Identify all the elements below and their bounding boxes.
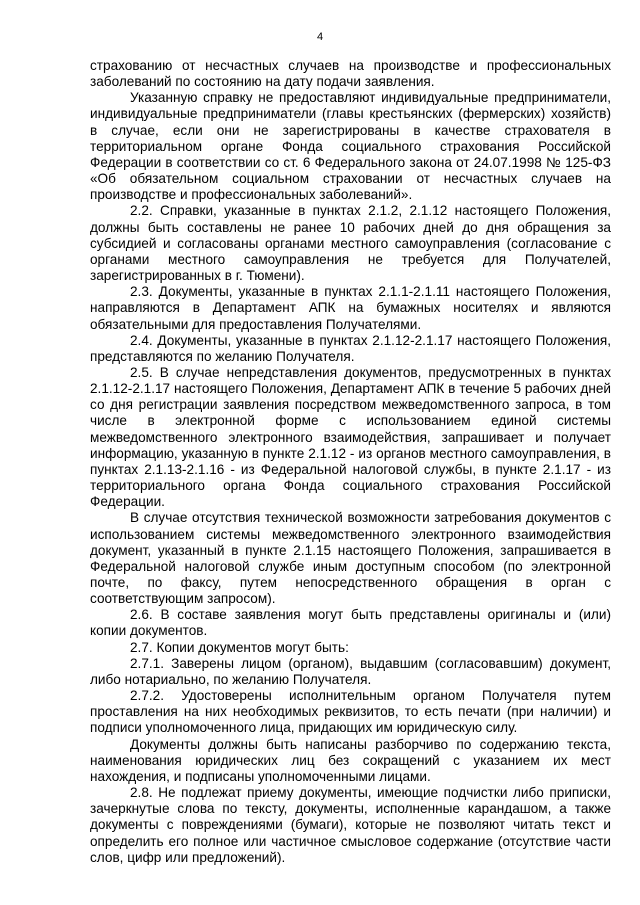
paragraph-2-5: 2.5. В случае непредставления документов, предусмотренных в пунктах 2.1.12-2.1.17 настоящего Положения, Департамент АПК в течение 5 рабочих дней со дня регистрации заявления посредством межведомственного запроса, в том числе в электронной форме с использованием единой системы межведомственного электронного взаимодействия, запрашивает и получает информацию, указанную в пункте 2.1.12 - из органов местного самоуправления, в пунктах 2.1.13-2.1.16 - из Федеральной налоговой службы, в пункте 2.1.17 - из территориального органа Фонда социального страхования Российской Федерации. (90, 364, 611, 510)
paragraph-2-7-2: 2.7.2. Удостоверены исполнительным органом Получателя путем проставления на них необходимых реквизитов, то есть печати (при наличии) и подписи уполномоченного лица, придающих им юридическую силу. (90, 688, 611, 736)
paragraph-2-8: 2.8. Не подлежат приему документы, имеющие подчистки либо приписки, зачеркнутые слова по тексту, документы, исполненные карандашом, а также документы с повреждениями (бумаги), которые не позволяют читать текст и определить его полное или частичное смысловое содержание (отсутствие части слов, цифр или предложений). (90, 785, 611, 865)
paragraph-2-2: 2.2. Справки, указанные в пунктах 2.1.2, 2.1.12 настоящего Положения, должны быть составлены не ранее 10 рабочих дней до дня обращения за субсидией и согласованы органами местного самоуправления (согласование с органами местного самоуправления не требуется для Получателей, зарегистрированных в г. Тюмени). (90, 203, 611, 284)
paragraph-2-4: 2.4. Документы, указанные в пунктах 2.1.12-2.1.17 настоящего Положения, представляются по желанию Получателя. (90, 332, 611, 364)
paragraph-legibility-requirements: Документы должны быть написаны разборчиво по содержанию текста, наименования юридических лиц без сокращений с указанием их мест нахождения, и подписаны уполномоченными лицами. (90, 736, 611, 784)
paragraph-2-6: 2.6. В составе заявления могут быть представлены оригиналы и (или) копии документов. (90, 607, 611, 639)
paragraph-technical-absence: В случае отсутствия технической возможности затребования документов с использованием системы межведомственного электронного взаимодействия документ, указанный в пункте 2.1.15 настоящего Положения, запрашивается в Федеральной налоговой службе иным доступным способом (по электронной почте, по факсу, путем непосредственного обращения в орган с соответствующим запросом). (90, 510, 611, 607)
document-body (90, 58, 611, 866)
paragraph-certificate-exemption: Указанную справку не предоставляют индивидуальные предприниматели, индивидуальные предприниматели (главы крестьянских (фермерских) хозяйств) в случае, если они не зарегистрированы в качестве страхователя в территориальном органе Фонда социального страхования Российской Федерации в соответствии со ст. 6 Федерального закона от 24.07.1998 № 125-ФЗ «Об обязательном социальном страховании от несчастных случаев на производстве и профессиональных заболеваний». (90, 90, 611, 203)
paragraph-2-7-1: 2.7.1. Заверены лицом (органом), выдавшим (согласовавшим) документ, либо нотариально, по желанию Получателя. (90, 655, 611, 687)
paragraph-2-7: 2.7. Копии документов могут быть: (130, 639, 349, 655)
paragraph-continuation: страхованию от несчастных случаев на производстве и профессиональных заболеваний по состоянию на дату подачи заявления. (90, 58, 611, 90)
paragraph-2-3: 2.3. Документы, указанные в пунктах 2.1.1-2.1.11 настоящего Положения, направляются в Департамент АПК на бумажных носителях и являются обязательными для предоставления Получателями. (90, 284, 611, 332)
page-number: 4 (316, 31, 324, 43)
